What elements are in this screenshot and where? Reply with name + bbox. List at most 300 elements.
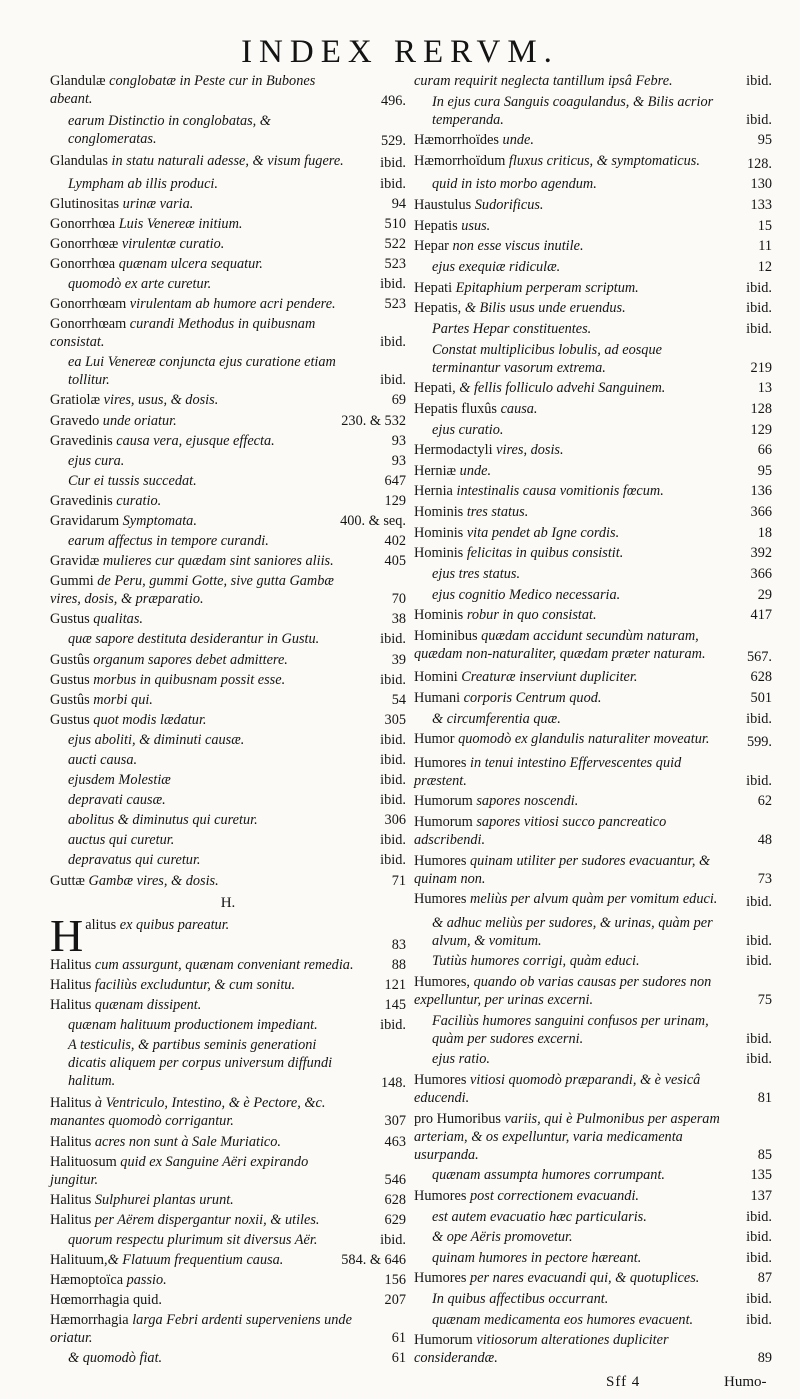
entry-description: ejus aboliti, & diminuti causæ. <box>68 731 245 748</box>
index-entry <box>414 299 772 317</box>
page-reference: 61 <box>391 1350 406 1367</box>
entry-head: Hæmoptoïca <box>50 1272 124 1289</box>
page-reference: 38 <box>391 611 406 628</box>
page-reference: 54 <box>391 691 406 708</box>
index-entry <box>414 237 772 255</box>
page-reference: 628 <box>384 1191 406 1208</box>
page-reference: ibid. <box>380 792 406 809</box>
page-reference: 628 <box>750 669 772 686</box>
entry-description: Creaturæ inserviunt dupliciter. <box>457 669 638 686</box>
page-reference: 93 <box>391 452 406 469</box>
page-reference: 12 <box>757 258 772 275</box>
entry-description: quænam ulcera sequatur. <box>115 255 263 272</box>
index-entry <box>414 606 772 624</box>
page-reference: 129 <box>750 421 772 438</box>
entry-description: causa. <box>497 400 538 417</box>
entry-description: aucti causa. <box>68 752 138 768</box>
entry-head: Gonorrhœam <box>50 316 127 333</box>
index-entry <box>50 1311 406 1347</box>
index-subentry <box>50 851 406 869</box>
entry-description: per nares evacuandi qui, & quotuplices. <box>466 1270 700 1287</box>
page-reference: 366 <box>750 566 772 583</box>
entry-description: cum assurgunt, quænam conveniant remedia. <box>91 956 354 973</box>
index-entry <box>414 524 772 542</box>
entry-description: Cur ei tussis succedat. <box>68 472 197 489</box>
page-reference: ibid. <box>746 1229 772 1246</box>
entry-description: ejus cura. <box>68 452 125 469</box>
signature-mark: Sff 4 <box>606 1374 641 1390</box>
index-subentry <box>50 532 406 550</box>
page-reference: 15 <box>757 217 772 234</box>
index-entry <box>50 412 406 430</box>
page-reference: ibid. <box>746 111 772 128</box>
entry-head: Haustulus <box>414 196 472 213</box>
entry-head: Humores <box>414 852 467 869</box>
page-reference: ibid. <box>746 73 772 89</box>
entry-description: auctus qui curetur. <box>68 832 175 849</box>
entry-description: morbus in quibusnam possit esse. <box>89 671 286 688</box>
index-entry <box>414 792 772 810</box>
entry-head: Gummi <box>50 573 94 590</box>
entry-description: quænam assumpta humores corrumpant. <box>432 1167 665 1184</box>
entry-description: depravatus qui curetur. <box>68 852 201 869</box>
entry-description: mulieres cur quædam sint saniores aliis. <box>99 553 334 570</box>
entry-description: ejus cognitio Medico necessaria. <box>432 586 621 603</box>
entry-description: Partes Hepar constituentes. <box>432 320 592 337</box>
page-reference: ibid. <box>380 752 406 768</box>
entry-head: Gratiolæ <box>50 392 101 409</box>
index-subentry <box>50 1016 406 1034</box>
index-subentry <box>414 710 772 728</box>
page-reference: 219 <box>750 359 772 376</box>
entry-head: Humorum <box>414 1332 473 1349</box>
index-entry <box>414 544 772 562</box>
index-entry <box>50 315 406 351</box>
page-reference: 18 <box>757 524 772 541</box>
entry-description: quomodò ex glandulis naturaliter moveatur. <box>454 731 710 748</box>
index-subentry <box>414 93 772 129</box>
entry-head: Humores <box>414 1187 467 1204</box>
entry-description: curandi Methodus in quibusnam consistat. <box>50 316 316 351</box>
index-entry <box>414 217 772 235</box>
index-entry <box>414 813 772 849</box>
page-reference: 136 <box>750 483 772 500</box>
page-reference: ibid. <box>746 1291 772 1308</box>
index-entry <box>414 973 772 1009</box>
entry-head: Hernia <box>414 483 453 500</box>
page-reference: 207 <box>384 1292 406 1309</box>
page-reference: 128. <box>746 155 772 172</box>
entry-description: de Peru, gummi Gotte, sive gutta Gambæ vires, dosis, & præparatio. <box>50 573 334 608</box>
page-reference: 129 <box>384 492 406 509</box>
index-subentry <box>414 258 772 276</box>
entry-description: faciliùs excluduntur, & cum sonitu. <box>91 976 296 993</box>
index-entry <box>50 996 406 1014</box>
index-subentry <box>50 630 406 648</box>
page-reference: 81 <box>757 1089 772 1106</box>
page-reference: 366 <box>750 504 772 521</box>
page-reference: 130 <box>750 176 772 193</box>
page-reference: 87 <box>757 1270 772 1287</box>
entry-description: ejus ratio. <box>432 1051 490 1068</box>
index-subentry <box>414 1311 772 1329</box>
entry-description: meliùs per alvum quàm per vomitum educi. <box>466 891 718 908</box>
index-entry <box>50 1191 406 1209</box>
entry-head: Hepatis fluxûs <box>414 400 497 417</box>
entry-head: Gravedo <box>50 412 100 429</box>
entry-description: ejus curatio. <box>432 421 504 438</box>
page-reference: ibid. <box>380 772 406 789</box>
entry-head: Halitus <box>50 1095 92 1112</box>
index-entry <box>414 754 772 790</box>
index-entry <box>50 1211 406 1229</box>
entry-description: unde. <box>498 132 534 149</box>
entry-description: à Ventriculo, Intestino, & è Pectore, &c. manantes quomodò corrigantur. <box>50 1095 326 1130</box>
index-entry <box>414 890 772 908</box>
index-subentry <box>414 586 772 604</box>
index-entry <box>50 872 406 890</box>
index-subentry <box>414 1050 772 1068</box>
index-column-right <box>414 72 772 1368</box>
page-reference: 546 <box>384 1171 406 1188</box>
page-reference: 402 <box>384 533 406 550</box>
entry-head: Humores <box>414 891 467 908</box>
index-entry <box>50 671 406 689</box>
page-reference: 73 <box>757 870 772 887</box>
index-entry <box>414 1071 772 1107</box>
entry-description: A testiculis, & partibus seminis generationi dicatis aliquem per corpus universum diffundi halitum. <box>68 1037 333 1090</box>
index-entry <box>414 379 772 397</box>
page-reference: ibid. <box>380 175 406 192</box>
page-reference: 306 <box>384 812 406 829</box>
entry-description: vires, usus, & dosis. <box>100 392 219 409</box>
entry-head: Humor <box>414 731 455 748</box>
index-subentry <box>414 1208 772 1226</box>
page-reference: 69 <box>391 392 406 409</box>
index-entry <box>414 1187 772 1205</box>
entry-description: Epitaphium perperam scriptum. <box>452 279 639 296</box>
entry-head: Homini <box>414 669 458 686</box>
page-reference: ibid. <box>746 710 772 727</box>
entry-description: quot modis lædatur. <box>89 711 207 728</box>
page-reference: 392 <box>750 545 772 562</box>
entry-head: Glandulas <box>50 153 108 170</box>
index-subentry <box>414 1166 772 1184</box>
entry-description: est autem evacuatio hæc particularis. <box>432 1208 647 1225</box>
index-subentry <box>50 811 406 829</box>
entry-description: & Bilis usus unde eruendus. <box>461 300 626 317</box>
page-reference: 156 <box>384 1272 406 1289</box>
entry-description: Faciliùs humores sanguini confusos per urinam, quàm per sudores excerni. <box>432 1012 709 1047</box>
index-entry <box>50 1251 406 1269</box>
index-entry <box>414 730 772 748</box>
entry-description: fluxus criticus, & symptomaticus. <box>505 152 700 169</box>
index-subentry <box>50 452 406 470</box>
entry-head: Halituosum <box>50 1153 117 1170</box>
entry-description: vires, dosis. <box>492 442 564 459</box>
index-subentry <box>414 341 772 377</box>
page-reference: ibid. <box>746 279 772 296</box>
page-reference: ibid. <box>380 731 406 748</box>
page-reference: 13 <box>757 380 772 397</box>
entry-head: Gravidarum <box>50 512 120 529</box>
entry-head: Gonorrhœa <box>50 255 116 272</box>
entry-head: Hepatis <box>414 217 458 234</box>
entry-description: virulentam ab humore acri pendere. <box>126 296 336 313</box>
entry-head: Hermodactyli <box>414 442 493 459</box>
entry-head: Halitus <box>50 976 92 993</box>
entry-description: per Aërem dispergantur noxii, & utiles. <box>91 1211 320 1228</box>
page-reference: 629 <box>384 1211 406 1228</box>
index-subentry <box>50 731 406 749</box>
page-reference: 66 <box>757 442 772 459</box>
page-reference: 522 <box>384 235 406 252</box>
index-entry <box>414 852 772 888</box>
entry-description: quæ sapore destituta desiderantur in Gustu. <box>68 631 320 648</box>
entry-description: Sulphurei plantas urunt. <box>91 1191 234 1208</box>
entry-head: Hœmorrhagia quid. <box>50 1292 162 1309</box>
page-reference: 599. <box>746 734 772 750</box>
entry-description: depravati causæ. <box>68 792 166 809</box>
entry-head: Hepati <box>414 279 453 296</box>
index-subentry <box>50 175 406 193</box>
entry-head: Halitus <box>50 1191 92 1208</box>
entry-description: Symptomata. <box>119 512 197 529</box>
index-subentry <box>414 175 772 193</box>
index-subentry <box>50 112 406 148</box>
index-entry <box>50 235 406 253</box>
index-entry <box>50 691 406 709</box>
page-reference: 523 <box>384 296 406 313</box>
page-reference: 94 <box>391 195 406 212</box>
index-subentry <box>414 952 772 970</box>
index-entry <box>50 492 406 510</box>
page-reference: ibid. <box>746 300 772 317</box>
index-entry <box>50 1133 406 1151</box>
index-entry <box>50 512 406 530</box>
index-entry <box>414 441 772 459</box>
entry-description: vitiosorum alterationes dupliciter considerandæ. <box>414 1332 669 1367</box>
page-reference: ibid. <box>746 932 772 949</box>
index-entry <box>414 503 772 521</box>
entry-description: unde oriatur. <box>99 412 177 429</box>
page-reference: 128 <box>750 400 772 417</box>
entry-description: causa vera, ejusque effecta. <box>112 432 275 449</box>
index-subentry <box>414 565 772 583</box>
entry-description: urinæ varia. <box>119 195 194 212</box>
entry-description: variis, qui è Pulmonibus per asperam arteriam, & os expelluntur, varia medicamenta usurpanda. <box>414 1110 720 1163</box>
entry-description: ejus tres status. <box>432 566 521 583</box>
entry-head: Humores <box>414 754 467 771</box>
page-reference: 417 <box>750 607 772 624</box>
index-entry <box>50 255 406 273</box>
page-reference: 93 <box>391 432 406 449</box>
page-reference: 29 <box>757 586 772 603</box>
entry-head: Gustûs <box>50 691 90 708</box>
entry-description: acres non sunt à Sale Muriatico. <box>91 1133 281 1150</box>
drop-cap: H <box>50 909 84 961</box>
entry-description: ea Lui Venereæ conjuncta ejus curatione etiam tollitur. <box>68 354 336 389</box>
index-subentry <box>50 1231 406 1249</box>
entry-description: quid ex Sanguine Aëri expirando jungitur. <box>50 1153 309 1188</box>
page-reference: ibid. <box>746 772 772 789</box>
page-reference: ibid. <box>746 1051 772 1068</box>
index-entry <box>414 196 772 214</box>
page-reference: 85 <box>757 1146 772 1163</box>
entry-description: qualitas. <box>89 611 143 628</box>
index-entry <box>50 295 406 313</box>
index-subentry <box>50 791 406 809</box>
catchword: Humo- <box>724 1374 767 1390</box>
entry-description: quædam accidunt secundùm naturam, quædam non-naturaliter, quædam præter naturam. <box>414 628 706 663</box>
entry-description: in tenui intestino Effervescentes quid præstent. <box>414 754 682 789</box>
index-entry <box>50 956 406 974</box>
index-entry <box>50 610 406 628</box>
page-reference: ibid. <box>746 320 772 337</box>
index-entry <box>50 391 406 409</box>
entry-description: organum sapores debet admittere. <box>89 651 288 668</box>
page-title: INDEX RERVM. <box>241 34 559 70</box>
index-entry <box>50 215 406 233</box>
entry-description: sapores vitiosi succo pancreatico adscribendi. <box>414 813 667 848</box>
entry-head: Gustus <box>50 671 90 688</box>
entry-description: quinam humores in pectore hæreant. <box>432 1249 642 1266</box>
page-reference: ibid. <box>380 334 406 351</box>
entry-description: quinam utiliter per sudores evacuantur, & quinam non. <box>414 852 711 887</box>
index-subentry <box>50 353 406 389</box>
page-reference: 405 <box>384 553 406 570</box>
index-subentry <box>50 831 406 849</box>
page-reference: ibid. <box>746 893 772 910</box>
entry-head: Humorum <box>414 793 473 810</box>
entry-head: Humani <box>414 690 461 707</box>
entry-description: curatio. <box>112 492 162 509</box>
page-reference: 230. & 532 <box>341 412 406 429</box>
entry-description: passio. <box>123 1272 167 1289</box>
entry-description: ejusdem Molestiæ <box>68 772 171 789</box>
page-reference: ibid. <box>380 155 406 172</box>
page-reference: 463 <box>384 1133 406 1150</box>
entry-head: Gustus <box>50 711 90 728</box>
entry-head: Humorum <box>414 813 473 830</box>
entry-head: Guttæ <box>50 872 85 889</box>
index-entry <box>50 552 406 570</box>
entry-description: Constat multiplicibus lobulis, ad eosque terminantur vasorum extrema. <box>432 341 662 376</box>
index-subentry <box>50 771 406 789</box>
index-entry <box>50 1153 406 1189</box>
index-subentry <box>50 275 406 293</box>
entry-head: Hominis <box>414 545 464 562</box>
entry-description: quomodò ex arte curetur. <box>68 276 212 293</box>
entry-description: post correctionem evacuandi. <box>466 1187 639 1204</box>
entry-description: & adhuc meliùs per sudores, & urinas, quàm per alvum, & vomitum. <box>432 914 713 949</box>
page-reference: ibid. <box>746 953 772 970</box>
page-reference: 39 <box>391 651 406 668</box>
page-reference: 121 <box>384 976 406 993</box>
page-reference: 70 <box>391 591 406 608</box>
entry-head: Glutinositas <box>50 195 120 212</box>
page-reference: ibid. <box>380 1017 406 1034</box>
entry-head: Gustus <box>50 611 90 628</box>
index-entry <box>50 72 406 108</box>
entry-description: & quomodò fiat. <box>68 1350 163 1367</box>
page-reference: 501 <box>750 690 772 707</box>
page-reference: 523 <box>384 255 406 272</box>
entry-head: alitus <box>85 916 117 933</box>
index-entry <box>50 195 406 213</box>
index-entry <box>414 279 772 297</box>
entry-description: quænam dissipent. <box>91 997 202 1014</box>
index-subentry <box>414 421 772 439</box>
entry-description: & fellis folliculo advehi Sanguinem. <box>455 380 666 397</box>
entry-head: Gravidæ <box>50 553 100 570</box>
entry-description: intestinalis causa vomitionis fœcum. <box>452 483 664 500</box>
entry-description: earum Distinctio in conglobatas, & conglomeratas. <box>68 113 271 148</box>
entry-head: Humores, <box>414 973 470 990</box>
index-subentry <box>414 1290 772 1308</box>
entry-description: sapores noscendi. <box>472 793 579 810</box>
entry-description: earum affectus in tempore curandi. <box>68 533 269 550</box>
index-entry <box>414 668 772 686</box>
entry-description: quid in isto morbo agendum. <box>432 176 597 193</box>
entry-description: usus. <box>457 217 491 234</box>
page-reference: 567. <box>746 648 772 665</box>
page-reference: ibid. <box>746 1208 772 1225</box>
page-reference: ibid. <box>746 1249 772 1266</box>
page-reference: 137 <box>750 1187 772 1204</box>
entry-head: Gustûs <box>50 651 90 668</box>
page-reference: ibid. <box>380 1231 406 1248</box>
index-subentry <box>414 1249 772 1267</box>
page-reference: 584. & 646 <box>341 1251 406 1268</box>
index-entry <box>414 482 772 500</box>
index-entry <box>414 131 772 149</box>
entry-description: robur in quo consistat. <box>463 607 597 624</box>
entry-description: In ejus cura Sanguis coagulandus, & Bilis acrior temperanda. <box>432 93 714 128</box>
entry-head: Gonorrhœam <box>50 296 127 313</box>
entry-description: Tutiùs humores corrigi, quàm educi. <box>432 953 640 970</box>
entry-head: Humores <box>414 1270 467 1287</box>
entry-description: curam requirit neglecta tantillum ipsâ Febre. <box>414 73 673 89</box>
index-entry <box>50 909 406 961</box>
entry-description: felicitas in quibus consistit. <box>463 545 624 562</box>
entry-description: ejus exequiæ ridiculæ. <box>432 258 561 275</box>
index-entry <box>50 152 406 170</box>
page-reference: 11 <box>758 238 772 255</box>
entry-head: Hominis <box>414 607 464 624</box>
entry-head: Halitus <box>50 1133 92 1150</box>
page-reference: 61 <box>391 1330 406 1347</box>
page-reference: ibid. <box>380 372 406 389</box>
page-reference: 75 <box>757 991 772 1008</box>
entry-description: quænam medicamenta eos humores evacuent. <box>432 1311 694 1328</box>
page-reference: ibid. <box>380 832 406 849</box>
entry-head: Hepar <box>414 238 449 255</box>
index-entry <box>50 976 406 994</box>
index-subentry <box>414 1012 772 1048</box>
index-entry <box>414 1269 772 1287</box>
page-reference: 529. <box>380 133 406 150</box>
entry-description: unde. <box>456 462 492 479</box>
entry-description: Lympham ab illis produci. <box>68 175 218 192</box>
index-entry <box>414 462 772 480</box>
page-reference: ibid. <box>746 1030 772 1047</box>
page-reference: ibid. <box>380 631 406 648</box>
page-reference: 145 <box>384 997 406 1014</box>
page-reference: 148. <box>380 1075 406 1092</box>
index-entry <box>414 689 772 707</box>
index-entry <box>414 1110 772 1164</box>
